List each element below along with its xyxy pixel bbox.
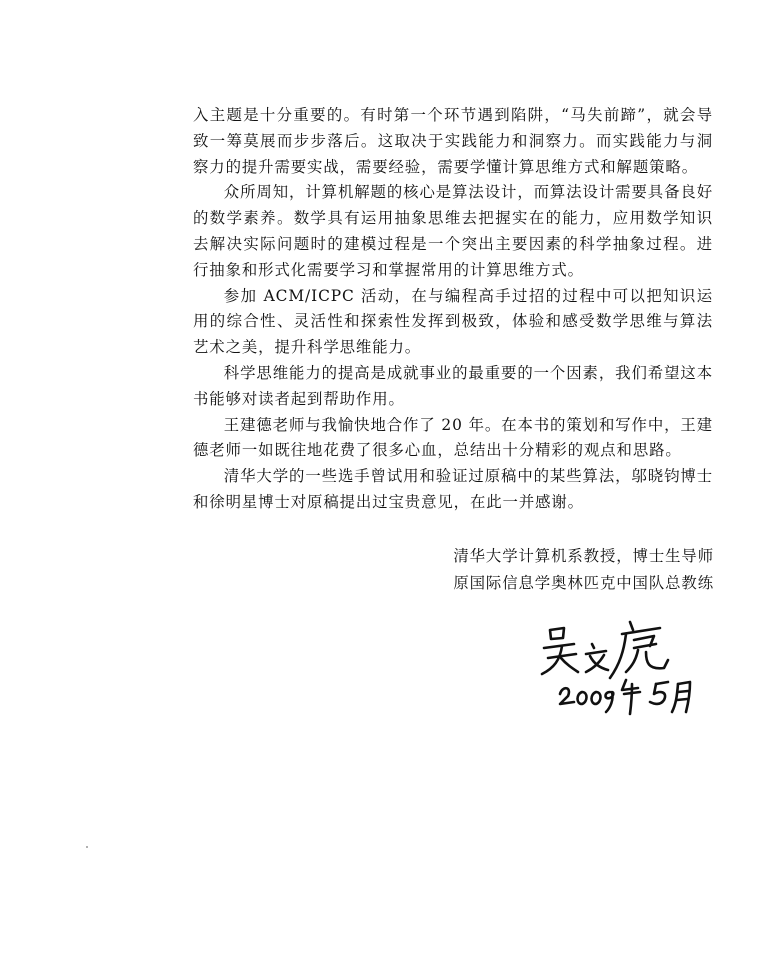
preface-body: [193, 103, 713, 516]
paragraph-1: 入主题是十分重要的。有时第一个环节遇到陷阱，“马失前蹄”，就会导致一筹莫展而步步落后。这取决于实践能力和洞察力。而实践能力与洞察力的提升需要实战，需要经验，需要学懂计算思维方式和解题策略。: [193, 106, 713, 176]
paragraph-5: 王建德老师与我愉快地合作了 20 年。在本书的策划和写作中，王建德老师一如既往地花费了很多心血，总结出十分精彩的观点和思路。: [193, 415, 713, 460]
paragraph-2: 众所周知，计算机解题的核心是算法设计，而算法设计需要具备良好的数学素养。数学具有运用抽象思维去把握实在的能力，应用数学知识去解决实际问题时的建模过程是一个突出主要因素的科学抽象过程。进行抽象和形式化需要学习和掌握常用的计算思维方式。: [193, 183, 713, 279]
author-title-line-1: 清华大学计算机系教授，博士生导师: [453, 547, 714, 565]
author-title-line-2: 原国际信息学奥林匹克中国队总教练: [453, 574, 714, 592]
paragraph-4: 科学思维能力的提高是成就事业的最重要的一个因素，我们希望这本书能够对读者起到帮助作用。: [193, 363, 713, 408]
handwritten-signature: [530, 608, 710, 718]
handwritten-signature-image: [530, 608, 710, 718]
author-signature-block: [446, 543, 714, 597]
paragraph-3: 参加 ACM/ICPC 活动，在与编程高手过招的过程中可以把知识运用的综合性、灵活性和探索性发挥到极致，体验和感受数学思维与算法艺术之美，提升科学思维能力。: [193, 286, 713, 357]
paragraph-6: 清华大学的一些选手曾试用和验证过原稿中的某些算法，邬晓钧博士和徐明星博士对原稿提出过宝贵意见，在此一并感谢。: [193, 467, 713, 511]
scan-speck: [86, 846, 88, 848]
